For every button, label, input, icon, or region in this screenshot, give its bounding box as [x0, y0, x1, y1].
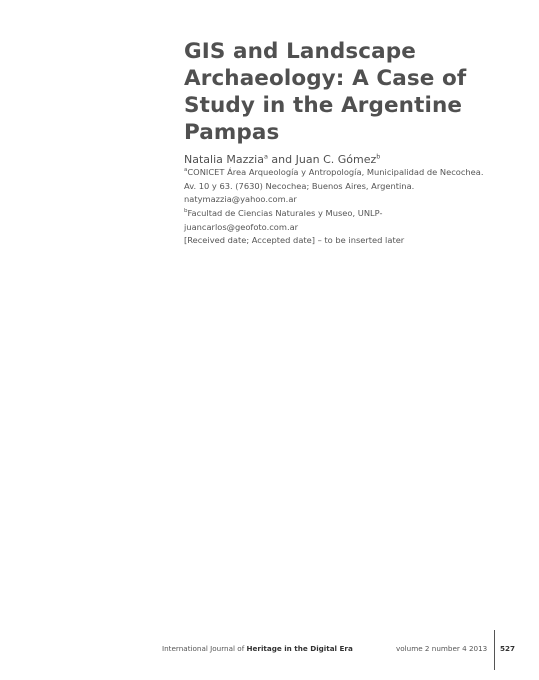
affiliation-a	[184, 166, 484, 207]
affiliation-mark: a	[184, 167, 188, 174]
author-affiliation-mark: b	[376, 152, 381, 161]
author-name: Juan C. Gómez	[295, 153, 377, 166]
author-affiliation-mark: a	[263, 152, 268, 161]
received-date-note: [Received date; Accepted date] – to be inserted later	[184, 235, 405, 245]
author-line	[184, 153, 380, 166]
journal-prefix: International Journal of	[162, 644, 247, 653]
footer-divider	[494, 630, 495, 670]
author-connector: and	[267, 153, 296, 166]
page-footer	[0, 642, 539, 662]
journal-name: Heritage in the Digital Era	[246, 644, 353, 653]
affiliation-text: CONICET Área Arqueología y Antropología, Municipalidad de Necochea. Av. 10 y 63. (7630) Necochea; Buenos Aires, Argentina. natymazzia@yahoo.com.ar	[184, 167, 484, 204]
page-number: 527	[500, 644, 516, 653]
affiliation-mark: b	[184, 208, 188, 215]
journal-title	[162, 644, 353, 653]
volume-info: volume 2 number 4 2013	[396, 644, 488, 653]
affiliation-b	[184, 207, 484, 234]
paper-title: GIS and Landscape Archaeology: A Case of Study in the Argentine Pampas	[184, 39, 467, 145]
affiliation-text: Facultad de Ciencias Naturales y Museo, UNLP- juancarlos@geofoto.com.ar	[184, 208, 383, 232]
author-name: Natalia Mazzia	[184, 153, 264, 166]
